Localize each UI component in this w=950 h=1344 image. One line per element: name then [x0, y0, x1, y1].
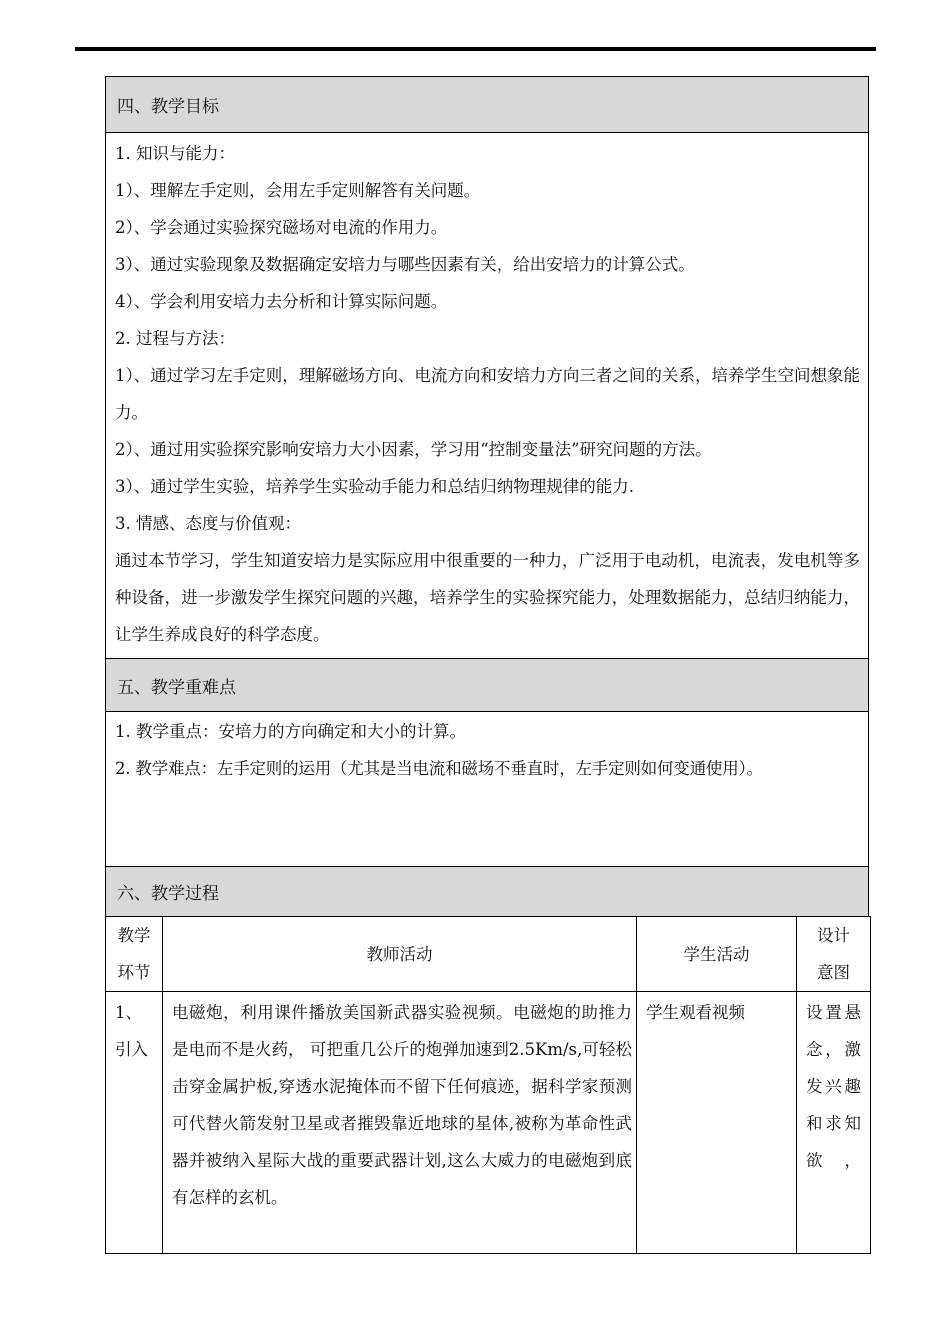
goal-line: 3. 情感、态度与价值观：: [115, 514, 301, 533]
table-row: [106, 992, 871, 1254]
goal-line: 2. 过程与方法：: [115, 329, 235, 348]
column-header-student: 学生活动: [637, 917, 797, 992]
section-header-teaching-goals: [105, 76, 869, 133]
goal-line: 4）、学会利用安培力去分析和计算实际问题。: [115, 292, 448, 311]
section-body-key-points: [105, 712, 869, 867]
table-header-row: [106, 917, 871, 992]
keypoint-line: 2. 教学难点：左手定则的运用（尤其是当电流和磁场不垂直时，左手定则如何变通使用）。: [115, 759, 763, 778]
goal-line: 1）、通过学习左手定则，理解磁场方向、电流方向和安培力方向三者之间的关系，培养学生空间想象能力。: [115, 366, 860, 422]
section-title: 四、教学目标: [117, 97, 219, 117]
page-top-rule: [75, 47, 876, 51]
goal-line: 3）、通过学生实验，培养学生实验动手能力和总结归纳物理规律的能力.: [115, 477, 634, 496]
column-header-intent: 设计意图: [797, 917, 871, 992]
column-header-teacher: 教师活动: [163, 917, 637, 992]
goal-line: 通过本节学习，学生知道安培力是实际应用中很重要的一种力，广泛用于电动机，电流表，发电机等多种设备，进一步激发学生探究问题的兴趣，培养学生的实验探究能力，处理数据能力，总结归纳能力，让学生养成良好的科学态度。: [115, 551, 860, 644]
cell-student-activity: 学生观看视频: [637, 992, 797, 1254]
goal-line: 1）、理解左手定则，会用左手定则解答有关问题。: [115, 181, 481, 200]
column-header-stage: 教学环节: [106, 917, 163, 992]
cell-stage: 1、引入: [106, 992, 163, 1254]
goal-line: 2）、学会通过实验探究磁场对电流的作用力。: [115, 218, 448, 237]
goal-line: 3）、通过实验现象及数据确定安培力与哪些因素有关，给出安培力的计算公式。: [115, 255, 695, 274]
keypoint-line: 1. 教学重点：安培力的方向确定和大小的计算。: [115, 722, 466, 741]
section-body-teaching-goals: [105, 133, 869, 658]
cell-teacher-activity: 电磁炮，利用课件播放美国新武器实验视频。电磁炮的助推力是电而不是火药， 可把重几公斤的炮弹加速到2.5Km/s,可轻松击穿金属护板,穿透水泥掩体而不留下任何痕迹，据科学家预测可代替火箭发射卫星或者摧毁靠近地球的星体,被称为革命性武器并被纳入星际大战的重要武器计划,这么大威力的电磁炮到底有怎样的玄机。: [163, 992, 637, 1254]
teaching-process-table: [105, 916, 871, 1254]
section-header-teaching-process: [105, 866, 869, 917]
section-header-key-points: [105, 658, 869, 712]
section-title: 六、教学过程: [117, 884, 219, 904]
cell-design-intent: 设置悬念，激发兴趣和求知欲，: [797, 992, 871, 1254]
goal-line: 2）、通过用实验探究影响安培力大小因素，学习用“控制变量法”研究问题的方法。: [115, 440, 712, 459]
section-title: 五、教学重难点: [117, 677, 236, 698]
goal-line: 1. 知识与能力：: [115, 144, 235, 163]
